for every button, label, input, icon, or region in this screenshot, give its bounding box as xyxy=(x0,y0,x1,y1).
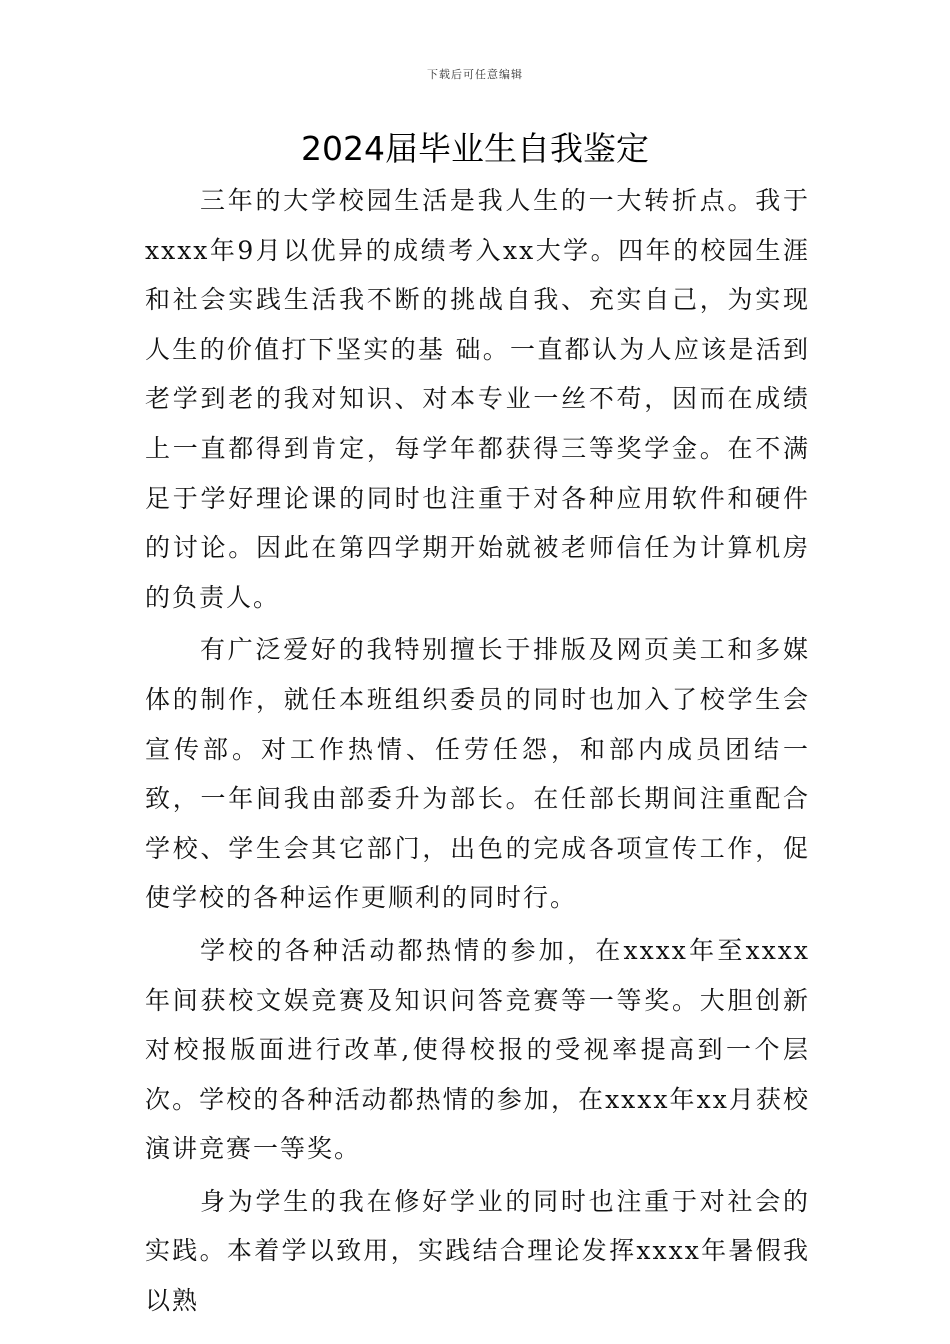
header-note: 下载后可任意编辑 xyxy=(427,68,523,81)
paragraph: 身为学生的我在修好学业的同时也注重于对社会的实践。本着学以致用，实践结合理论发挥xxxx年暑假我以熟 xyxy=(145,1186,810,1316)
paragraph: 三年的大学校园生活是我人生的一大转折点。我于xxxx年9月以优异的成绩考入xx大学。四年的校园生涯和社会实践生活我不断的挑战自我、充实自己，为实现人生的价值打下坚实的基 础。一直都认为人应该是活到老学到老的我对知识、对本专业一丝不苟，因而在成绩上一直都得到肯定，每学年都获得三等奖学金。在不满足于学好理论课的同时也注重于对各种应用软件和硬件的讨论。因此在第四学期开始就被老师信任为计算机房的负责人。 xyxy=(145,186,810,612)
document-title: 2024届毕业生自我鉴定 xyxy=(301,129,649,168)
paragraph: 有广泛爱好的我特别擅长于排版及网页美工和多媒体的制作，就任本班组织委员的同时也加入了校学生会宣传部。对工作热情、任劳任怨，和部内成员团结一致，一年间我由部委升为部长。在任部长期间注重配合学校、学生会其它部门，出色的完成各项宣传工作，促使学校的各种运作更顺利的同时行。 xyxy=(145,635,810,913)
paragraph: 学校的各种活动都热情的参加，在xxxx年至xxxx年间获校文娱竞赛及知识问答竞赛等一等奖。大胆创新对校报版面进行改革,使得校报的受视率提高到一个层次。学校的各种活动都热情的参加，在xxxx年xx月获校演讲竞赛一等奖。 xyxy=(145,935,810,1164)
document-body xyxy=(145,176,810,1326)
